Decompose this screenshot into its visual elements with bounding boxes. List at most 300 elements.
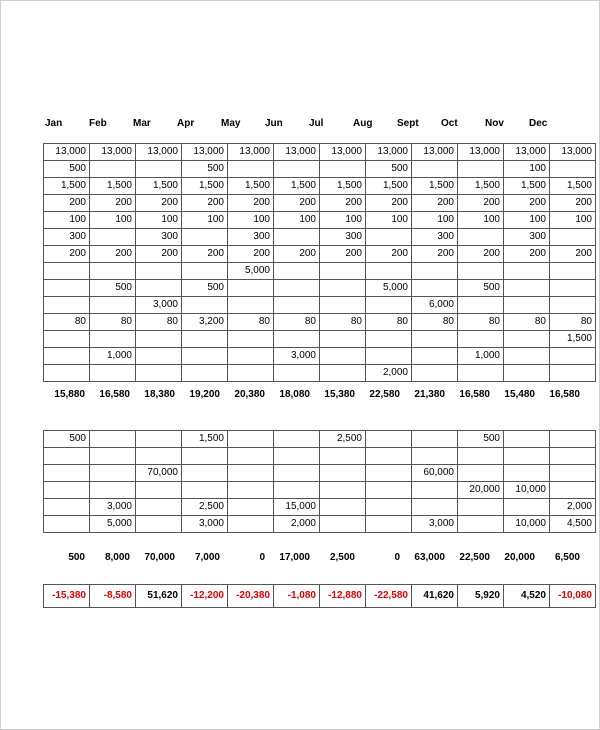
month-label: Aug: [353, 118, 373, 129]
table-row: [44, 161, 596, 178]
table-cell: 500: [44, 161, 90, 178]
table-cell: [504, 348, 550, 365]
table-cell: [90, 431, 136, 448]
total-cell: 21,380: [414, 389, 445, 400]
table-cell: 80: [274, 314, 320, 331]
table-cell: 1,000: [90, 348, 136, 365]
table-cell: 100: [366, 212, 412, 229]
table-cell: [44, 348, 90, 365]
table-cell: 100: [90, 212, 136, 229]
table-cell: [320, 161, 366, 178]
table-cell: [504, 465, 550, 482]
table-cell: [182, 365, 228, 382]
table-cell: 60,000: [412, 465, 458, 482]
table-cell: [550, 482, 596, 499]
table-cell: [550, 431, 596, 448]
table-cell: [136, 331, 182, 348]
table-cell: [228, 516, 274, 533]
income-totals-row: [43, 384, 583, 403]
table-cell: 80: [458, 314, 504, 331]
table-cell: 200: [44, 195, 90, 212]
table-cell: 200: [458, 195, 504, 212]
table-cell: 80: [136, 314, 182, 331]
table-cell: [228, 465, 274, 482]
table-cell: 2,000: [274, 516, 320, 533]
table-cell: [550, 263, 596, 280]
table-cell: [90, 482, 136, 499]
table-row: [44, 246, 596, 263]
table-cell: 10,000: [504, 516, 550, 533]
table-cell: 1,500: [274, 178, 320, 195]
table-cell: 80: [44, 314, 90, 331]
table-cell: [412, 448, 458, 465]
table-cell: [44, 465, 90, 482]
table-cell: 300: [504, 229, 550, 246]
table-row: [44, 178, 596, 195]
month-label: Jul: [309, 118, 324, 129]
net-cell: -20,380: [228, 585, 274, 608]
table-cell: [274, 229, 320, 246]
table-cell: [320, 365, 366, 382]
table-cell: 1,500: [320, 178, 366, 195]
table-cell: [44, 297, 90, 314]
total-cell: 22,580: [369, 389, 400, 400]
table-cell: [412, 331, 458, 348]
table-cell: 1,500: [550, 331, 596, 348]
table-cell: 200: [90, 246, 136, 263]
table-cell: [228, 448, 274, 465]
table-cell: [182, 297, 228, 314]
table-cell: 3,000: [90, 499, 136, 516]
table-cell: 100: [458, 212, 504, 229]
table-cell: 500: [366, 161, 412, 178]
net-balance-row: [43, 584, 596, 608]
table-cell: [320, 499, 366, 516]
table-cell: 500: [458, 431, 504, 448]
table-cell: 1,000: [458, 348, 504, 365]
expense-table: [43, 430, 596, 533]
total-cell: 18,080: [279, 389, 310, 400]
table-row: [44, 465, 596, 482]
table-cell: [274, 297, 320, 314]
table-cell: [44, 448, 90, 465]
table-cell: [550, 280, 596, 297]
total-cell: 22,500: [459, 552, 490, 563]
net-cell: -8,580: [90, 585, 136, 608]
table-row: [44, 331, 596, 348]
table-cell: 13,000: [458, 144, 504, 161]
table-cell: [320, 465, 366, 482]
table-cell: [228, 297, 274, 314]
table-cell: 200: [550, 246, 596, 263]
table-cell: 500: [182, 161, 228, 178]
table-cell: 2,500: [182, 499, 228, 516]
table-cell: 1,500: [44, 178, 90, 195]
table-cell: [136, 280, 182, 297]
table-cell: [274, 431, 320, 448]
net-cell: -1,080: [274, 585, 320, 608]
month-label: Sept: [397, 118, 419, 129]
table-cell: [458, 516, 504, 533]
table-cell: 200: [320, 246, 366, 263]
table-row: [44, 280, 596, 297]
table-cell: 300: [412, 229, 458, 246]
net-cell: -12,880: [320, 585, 366, 608]
table-cell: [90, 263, 136, 280]
table-cell: [44, 499, 90, 516]
table-cell: 200: [366, 195, 412, 212]
table-cell: [366, 499, 412, 516]
table-cell: 100: [504, 161, 550, 178]
table-cell: 1,500: [182, 178, 228, 195]
table-row: [44, 195, 596, 212]
table-cell: [44, 365, 90, 382]
month-label: Dec: [529, 118, 548, 129]
table-cell: [136, 516, 182, 533]
table-cell: 10,000: [504, 482, 550, 499]
table-cell: 3,000: [136, 297, 182, 314]
table-cell: [320, 280, 366, 297]
table-cell: [550, 448, 596, 465]
table-cell: [182, 482, 228, 499]
table-cell: [136, 263, 182, 280]
table-cell: [136, 499, 182, 516]
total-cell: 500: [68, 552, 85, 563]
table-cell: [44, 331, 90, 348]
total-cell: 2,500: [329, 552, 355, 563]
table-cell: [274, 280, 320, 297]
table-cell: [458, 448, 504, 465]
table-cell: 13,000: [274, 144, 320, 161]
table-cell: [504, 365, 550, 382]
total-cell: 16,580: [549, 389, 580, 400]
table-cell: [274, 482, 320, 499]
table-cell: [458, 465, 504, 482]
table-cell: 500: [90, 280, 136, 297]
table-cell: [228, 280, 274, 297]
table-cell: [366, 482, 412, 499]
total-cell: 20,380: [234, 389, 265, 400]
table-cell: [182, 263, 228, 280]
table-cell: [458, 499, 504, 516]
table-cell: 80: [504, 314, 550, 331]
table-cell: 300: [320, 229, 366, 246]
table-cell: [320, 263, 366, 280]
table-cell: [228, 331, 274, 348]
table-cell: [366, 229, 412, 246]
table-cell: [550, 465, 596, 482]
table-cell: [90, 365, 136, 382]
table-row: [44, 499, 596, 516]
table-cell: [366, 348, 412, 365]
table-cell: [228, 365, 274, 382]
net-cell: -22,580: [366, 585, 412, 608]
table-cell: 13,000: [366, 144, 412, 161]
table-cell: 1,500: [136, 178, 182, 195]
table-cell: 200: [182, 246, 228, 263]
table-cell: 200: [44, 246, 90, 263]
table-cell: [274, 331, 320, 348]
table-cell: [412, 365, 458, 382]
total-cell: 18,380: [144, 389, 175, 400]
total-cell: 70,000: [144, 552, 175, 563]
table-cell: 200: [182, 195, 228, 212]
table-cell: 80: [412, 314, 458, 331]
table-cell: [412, 431, 458, 448]
table-cell: 300: [136, 229, 182, 246]
total-cell: 15,380: [324, 389, 355, 400]
table-cell: 3,000: [274, 348, 320, 365]
table-cell: 15,000: [274, 499, 320, 516]
table-cell: [90, 448, 136, 465]
total-cell: 20,000: [504, 552, 535, 563]
net-cell: 5,920: [458, 585, 504, 608]
table-cell: [90, 229, 136, 246]
table-cell: [136, 431, 182, 448]
month-label: Nov: [485, 118, 504, 129]
table-cell: 100: [412, 212, 458, 229]
table-cell: [274, 365, 320, 382]
table-cell: 13,000: [182, 144, 228, 161]
table-cell: [182, 348, 228, 365]
total-cell: 15,880: [54, 389, 85, 400]
table-cell: 500: [458, 280, 504, 297]
total-cell: 16,580: [99, 389, 130, 400]
table-cell: [274, 161, 320, 178]
table-cell: 1,500: [182, 431, 228, 448]
table-cell: 1,500: [504, 178, 550, 195]
table-cell: [550, 348, 596, 365]
month-label: Feb: [89, 118, 107, 129]
month-label: May: [221, 118, 241, 129]
table-cell: 3,200: [182, 314, 228, 331]
table-cell: 200: [412, 195, 458, 212]
table-cell: 100: [182, 212, 228, 229]
table-cell: [44, 482, 90, 499]
total-cell: 17,000: [279, 552, 310, 563]
table-cell: 200: [136, 246, 182, 263]
table-cell: 1,500: [550, 178, 596, 195]
month-header-row: [43, 115, 571, 133]
table-cell: 100: [550, 212, 596, 229]
table-cell: [458, 331, 504, 348]
table-cell: [136, 482, 182, 499]
table-cell: 13,000: [412, 144, 458, 161]
table-cell: [320, 448, 366, 465]
table-cell: 200: [136, 195, 182, 212]
table-cell: [274, 263, 320, 280]
table-cell: [458, 161, 504, 178]
table-cell: 80: [550, 314, 596, 331]
net-cell: -12,200: [182, 585, 228, 608]
table-cell: [320, 482, 366, 499]
table-cell: 13,000: [320, 144, 366, 161]
table-row: [44, 365, 596, 382]
table-cell: [550, 365, 596, 382]
table-cell: 100: [274, 212, 320, 229]
table-cell: 200: [228, 195, 274, 212]
table-cell: 5,000: [366, 280, 412, 297]
table-cell: [90, 465, 136, 482]
table-cell: 4,500: [550, 516, 596, 533]
table-cell: [504, 331, 550, 348]
expense-totals-row: [43, 547, 583, 566]
table-cell: 13,000: [550, 144, 596, 161]
table-cell: 100: [228, 212, 274, 229]
table-cell: [90, 161, 136, 178]
table-cell: 100: [136, 212, 182, 229]
net-cell: 51,620: [136, 585, 182, 608]
table-cell: 200: [274, 246, 320, 263]
table-cell: 200: [504, 246, 550, 263]
table-cell: [228, 161, 274, 178]
table-cell: 500: [182, 280, 228, 297]
table-cell: [228, 431, 274, 448]
table-cell: [366, 465, 412, 482]
table-cell: 13,000: [228, 144, 274, 161]
table-cell: [504, 448, 550, 465]
total-cell: 63,000: [414, 552, 445, 563]
table-cell: 1,500: [412, 178, 458, 195]
table-row: [44, 516, 596, 533]
month-label: Apr: [177, 118, 195, 129]
table-cell: 13,000: [136, 144, 182, 161]
table-cell: [366, 448, 412, 465]
table-row: [44, 144, 596, 161]
net-cell: 41,620: [412, 585, 458, 608]
table-cell: [550, 161, 596, 178]
table-cell: 3,000: [182, 516, 228, 533]
table-cell: 20,000: [458, 482, 504, 499]
net-cell: 4,520: [504, 585, 550, 608]
table-cell: [550, 297, 596, 314]
table-cell: [136, 448, 182, 465]
table-cell: [320, 348, 366, 365]
table-cell: [366, 431, 412, 448]
table-cell: [458, 297, 504, 314]
table-row: [44, 229, 596, 246]
net-cell: -10,080: [550, 585, 596, 608]
table-cell: [412, 499, 458, 516]
month-label: Jan: [45, 118, 63, 129]
table-cell: 80: [320, 314, 366, 331]
table-cell: [412, 263, 458, 280]
table-cell: 5,000: [90, 516, 136, 533]
table-cell: [274, 448, 320, 465]
table-cell: 200: [90, 195, 136, 212]
table-cell: 80: [90, 314, 136, 331]
table-cell: 5,000: [228, 263, 274, 280]
table-cell: 200: [228, 246, 274, 263]
total-cell: 0: [394, 552, 400, 563]
table-cell: [366, 297, 412, 314]
table-cell: [136, 365, 182, 382]
table-cell: 2,000: [366, 365, 412, 382]
net-cell: -15,380: [44, 585, 90, 608]
total-cell: 15,480: [504, 389, 535, 400]
table-cell: [504, 297, 550, 314]
table-cell: [228, 482, 274, 499]
table-cell: 200: [412, 246, 458, 263]
month-label: Jun: [265, 118, 283, 129]
table-cell: 13,000: [90, 144, 136, 161]
table-cell: 13,000: [504, 144, 550, 161]
table-cell: [90, 297, 136, 314]
table-cell: [412, 348, 458, 365]
total-cell: 8,000: [104, 552, 130, 563]
table-cell: [182, 229, 228, 246]
month-label: Mar: [133, 118, 151, 129]
table-cell: 100: [44, 212, 90, 229]
table-cell: [504, 280, 550, 297]
table-row: [44, 212, 596, 229]
table-cell: [504, 431, 550, 448]
month-label: Oct: [441, 118, 458, 129]
table-row: [44, 297, 596, 314]
table-cell: 1,500: [90, 178, 136, 195]
table-row: [44, 431, 596, 448]
table-cell: [458, 365, 504, 382]
table-cell: [320, 297, 366, 314]
table-cell: 500: [44, 431, 90, 448]
table-row: [44, 448, 596, 465]
table-cell: 80: [366, 314, 412, 331]
table-cell: 300: [44, 229, 90, 246]
table-cell: [412, 161, 458, 178]
table-cell: [412, 280, 458, 297]
table-cell: [136, 348, 182, 365]
table-cell: [366, 516, 412, 533]
table-cell: [320, 516, 366, 533]
table-cell: [44, 263, 90, 280]
table-cell: 1,500: [458, 178, 504, 195]
income-table: [43, 143, 596, 382]
table-cell: [504, 499, 550, 516]
total-cell: 16,580: [459, 389, 490, 400]
table-cell: [182, 448, 228, 465]
total-cell: 0: [259, 552, 265, 563]
table-cell: 1,500: [228, 178, 274, 195]
table-cell: [228, 348, 274, 365]
table-cell: [504, 263, 550, 280]
table-cell: 13,000: [44, 144, 90, 161]
total-cell: 19,200: [189, 389, 220, 400]
table-cell: [412, 482, 458, 499]
total-cell: 7,000: [194, 552, 220, 563]
table-cell: 300: [228, 229, 274, 246]
table-cell: 100: [320, 212, 366, 229]
table-cell: [458, 229, 504, 246]
table-row: [44, 348, 596, 365]
table-cell: [182, 465, 228, 482]
table-row: [44, 314, 596, 331]
table-cell: 200: [458, 246, 504, 263]
table-cell: 3,000: [412, 516, 458, 533]
table-cell: 2,000: [550, 499, 596, 516]
table-cell: [274, 465, 320, 482]
table-cell: 2,500: [320, 431, 366, 448]
table-cell: 200: [366, 246, 412, 263]
table-cell: [366, 263, 412, 280]
table-cell: 1,500: [366, 178, 412, 195]
table-cell: 70,000: [136, 465, 182, 482]
table-cell: [44, 280, 90, 297]
table-cell: [458, 263, 504, 280]
table-cell: [136, 161, 182, 178]
table-cell: 100: [504, 212, 550, 229]
table-cell: 200: [504, 195, 550, 212]
table-cell: [90, 331, 136, 348]
